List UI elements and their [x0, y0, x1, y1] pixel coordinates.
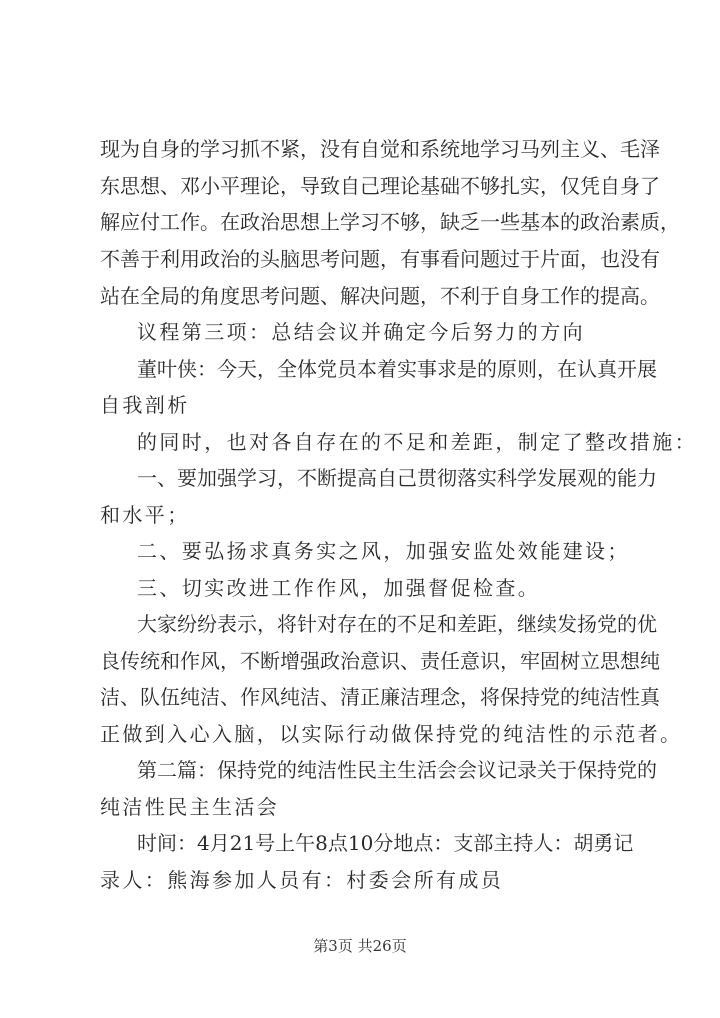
body-text-line: 董叶侠：今天，全体党员本着实事求是的原则，在认真开展: [137, 357, 657, 381]
list-item: 一、要加强学习，不断提高自己贯彻落实科学发展观的能力: [137, 466, 657, 490]
agenda-heading: 议程第三项：总结会议并确定今后努力的方向: [137, 320, 585, 344]
body-text-line: 站在全局的角度思考问题、解决问题，不利于自身工作的提高。: [100, 284, 660, 308]
meeting-info-line: 时间：4月21号上午8点10分地点：支部主持人：胡勇记: [137, 831, 634, 855]
body-text-line: 正做到入心入脑，以实际行动做保持党的纯洁性的示范者。: [100, 722, 683, 746]
body-text-line: 不善于利用政治的头脑思考问题，有事看问题过于片面，也没有: [100, 247, 660, 271]
section-heading: 第二篇：保持党的纯洁性民主生活会会议记录关于保持党的: [137, 758, 657, 782]
body-text-line: 洁、队伍纯洁、作风纯洁、清正廉洁理念，将保持党的纯洁性真: [100, 685, 660, 709]
body-text-line: 良传统和作风，不断增强政治意识、责任意识，牢固树立思想纯: [100, 649, 660, 673]
list-item: 二、要弘扬求真务实之风，加强安监处效能建设；: [137, 539, 630, 563]
body-text-line: 自我剖析: [100, 393, 190, 417]
body-text-line: 解应付工作。在政治思想上学习不够，缺乏一些基本的政治素质，: [100, 210, 680, 234]
list-item-continued: 和水平；: [100, 503, 190, 527]
body-text-line: 的同时，也对各自存在的不足和差距，制定了整改措施：: [137, 430, 697, 454]
list-item: 三、切实改进工作作风，加强督促检查。: [137, 576, 541, 600]
body-text-line: 东思想、邓小平理论，导致自己理论基础不够扎实，仅凭自身了: [100, 174, 660, 198]
page-number-footer: 第3页 共26页: [313, 937, 407, 955]
body-text-line: 现为自身的学习抓不紧，没有自觉和系统地学习马列主义、毛泽: [100, 137, 660, 161]
section-heading-continued: 纯洁性民主生活会: [100, 795, 280, 819]
meeting-info-line: 录人：熊海参加人员有：村委会所有成员: [100, 868, 504, 892]
body-text-line: 大家纷纷表示，将针对存在的不足和差距，继续发扬党的优: [137, 612, 657, 636]
